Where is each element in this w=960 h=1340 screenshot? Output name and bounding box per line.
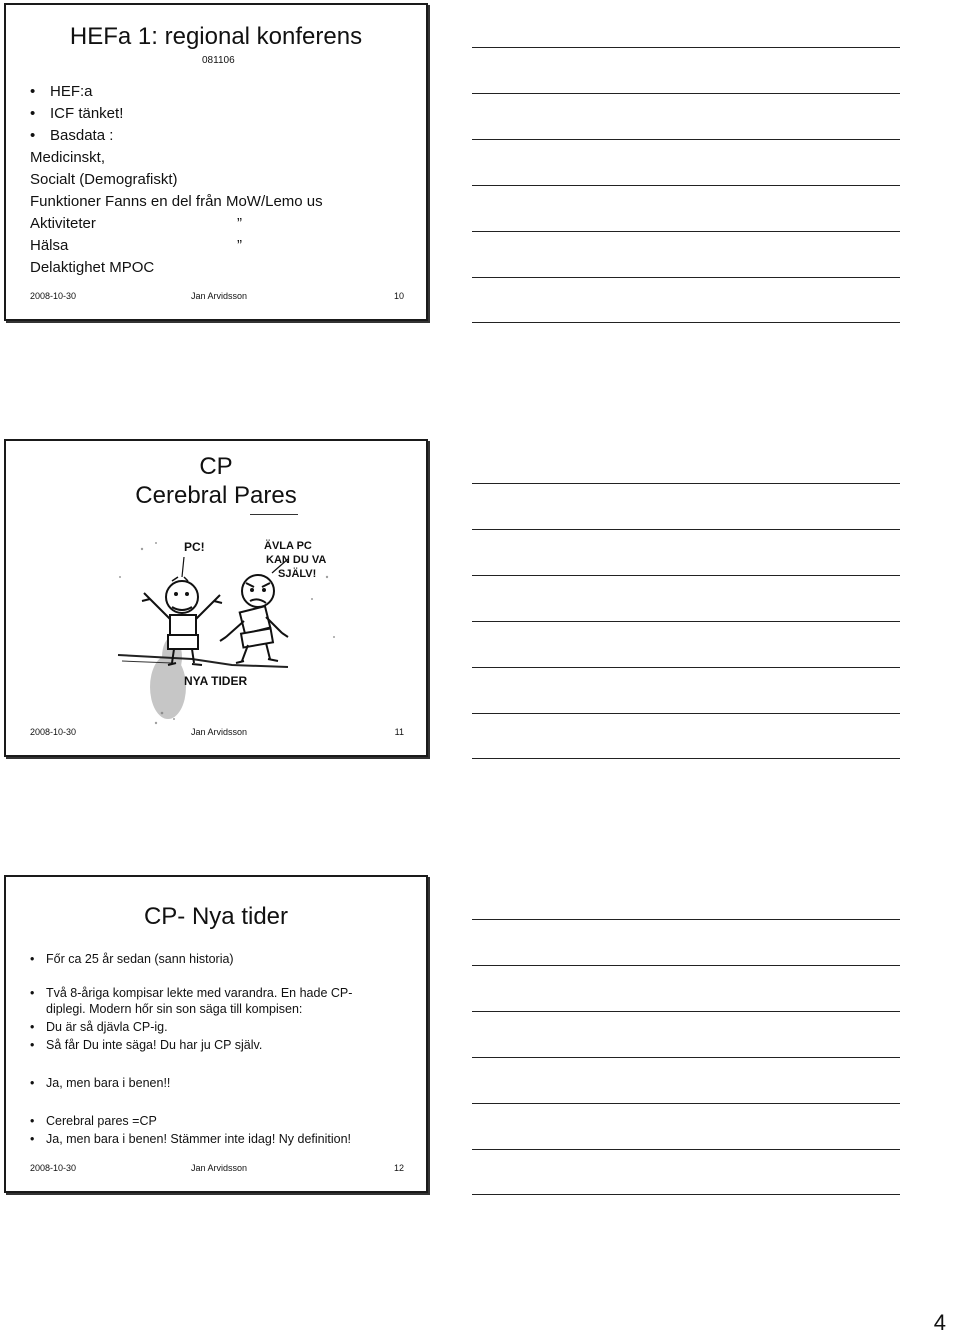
bullet-item: • HEF:a xyxy=(30,83,93,100)
note-line xyxy=(472,1057,900,1058)
ditto-mark: ” xyxy=(237,215,242,232)
slide-title-line2: Cerebral Pares xyxy=(135,482,297,509)
footer-date: 2008-10-30 xyxy=(30,1163,77,1173)
slide-12 xyxy=(4,875,428,1193)
body-line: Funktioner Fanns en del från MoW/Lemo us xyxy=(30,193,323,210)
footer-author: Jan Arvidsson xyxy=(191,727,248,737)
note-line xyxy=(472,185,900,186)
slide-10 xyxy=(4,3,428,321)
body-line: Hälsa ” xyxy=(30,235,323,257)
note-line xyxy=(472,1103,900,1104)
slide-footer xyxy=(6,291,426,305)
slide-body xyxy=(46,951,352,1149)
ditto-mark: ” xyxy=(237,237,242,254)
note-line xyxy=(472,231,900,232)
note-line xyxy=(472,575,900,576)
body-line: Socialt (Demografiskt) xyxy=(30,171,178,188)
body-line: Medicinskt, xyxy=(30,149,106,166)
slide-title: CP- Nya tider xyxy=(143,903,289,930)
slide-11 xyxy=(4,439,428,757)
footer-author: Jan Arvidsson xyxy=(191,1163,248,1173)
note-line xyxy=(472,1194,900,1195)
body-line: Delaktighet MPOC xyxy=(30,259,155,276)
note-line xyxy=(472,1149,900,1150)
note-line xyxy=(472,1011,900,1012)
note-line xyxy=(472,277,900,278)
slide-title: HEFa 1: regional konferens xyxy=(69,23,363,50)
bullet-item: • Ja, men bara i benen!! xyxy=(46,1075,352,1113)
bullet-item: • Basdata : xyxy=(30,127,114,144)
cartoon-caption: NYA TIDER xyxy=(184,674,248,688)
note-line xyxy=(472,47,900,48)
speech-right-line2: KAN DU VA xyxy=(266,554,327,566)
speech-left: PC! xyxy=(184,540,205,554)
footer-slide-number: 11 xyxy=(394,727,404,737)
page-number: 4 xyxy=(933,1310,946,1335)
note-line xyxy=(472,93,900,94)
speech-right-line3: SJÄLV! xyxy=(278,568,317,580)
footer-date: 2008-10-30 xyxy=(30,291,77,301)
note-line xyxy=(472,965,900,966)
note-line xyxy=(472,919,900,920)
slide-subtitle-date: 081106 xyxy=(202,55,235,66)
footer-slide-number: 10 xyxy=(393,291,404,301)
note-line xyxy=(472,621,900,622)
speech-right-line1: ÄVLA PC xyxy=(264,540,312,552)
note-line xyxy=(472,758,900,759)
bullet-item: • ICF tänket! xyxy=(30,105,124,122)
slide-body xyxy=(30,81,323,279)
bullet-item: • Főr ca 25 år sedan (sann historia) xyxy=(46,951,352,985)
slide-footer xyxy=(6,727,426,741)
bullet-item: • Ja, men bara i benen! Stämmer inte idag! Ny definition! xyxy=(46,1131,352,1149)
note-line xyxy=(472,529,900,530)
slide-footer xyxy=(6,1163,426,1177)
note-line xyxy=(472,322,900,323)
footer-slide-number: 12 xyxy=(393,1163,404,1173)
bullet-item: • Cerebral pares =CP xyxy=(46,1113,352,1131)
footer-author: Jan Arvidsson xyxy=(191,291,248,301)
bullet-item: • Så får Du inte säga! Du har ju CP själv. xyxy=(46,1037,352,1075)
body-line: diplegi. Modern hőr sin son säga till kompisen: xyxy=(46,1002,303,1016)
bullet-item: • Du är så djävla CP-ig. xyxy=(46,1019,352,1037)
note-line xyxy=(472,667,900,668)
note-line xyxy=(472,139,900,140)
note-line xyxy=(472,713,900,714)
footer-date: 2008-10-30 xyxy=(30,727,77,737)
slide-title-line1: CP xyxy=(199,453,233,480)
bullet-item: • Två 8-åriga kompisar lekte med varandra. En hade CP- xyxy=(46,985,352,1001)
body-line: Aktiviteter ” xyxy=(30,213,323,235)
note-line xyxy=(472,483,900,484)
title-underline xyxy=(250,514,298,515)
cartoon-illustration xyxy=(112,537,344,727)
